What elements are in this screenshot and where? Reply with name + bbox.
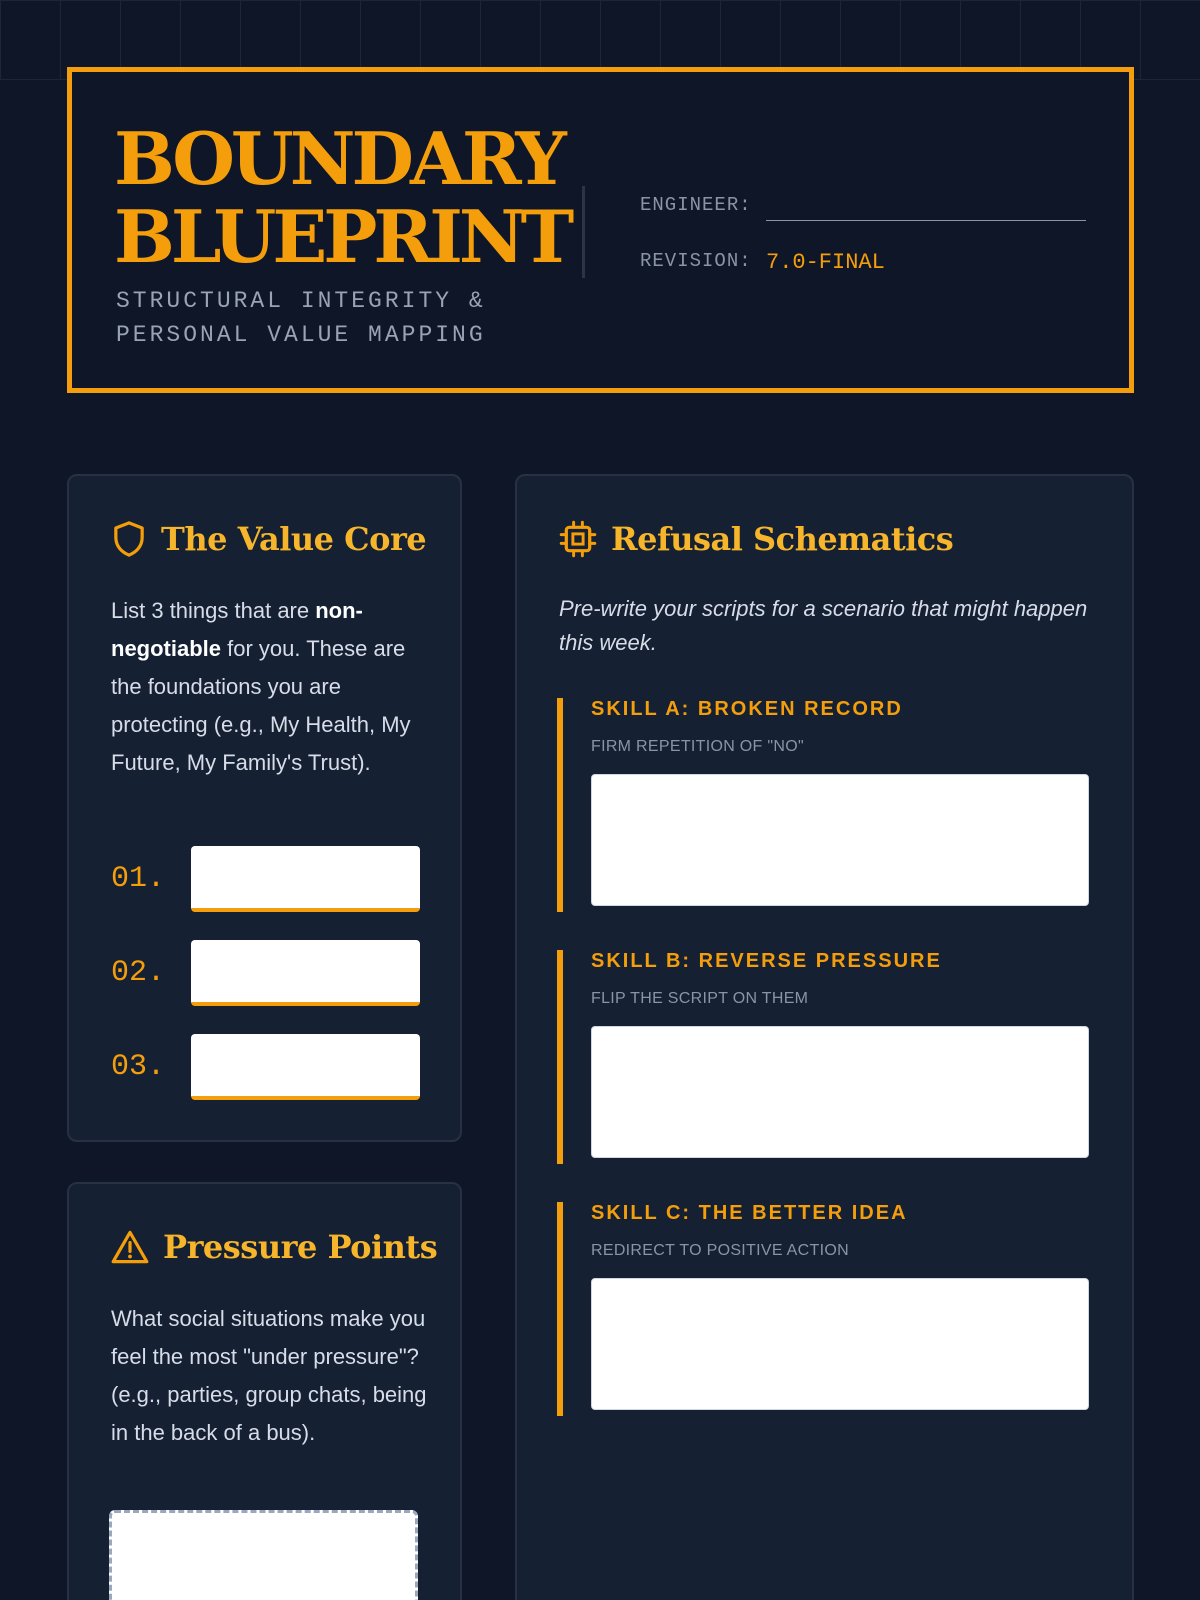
refusal-title: Refusal Schematics — [611, 520, 954, 558]
value-core-text-pre: List 3 things that are — [111, 598, 316, 623]
page-subtitle — [116, 284, 536, 352]
skill-c-input[interactable] — [591, 1278, 1089, 1410]
value-input-1[interactable] — [191, 846, 420, 912]
refusal-schematics-card — [515, 474, 1134, 1600]
shield-icon — [111, 520, 147, 558]
revision-label: REVISION: — [640, 250, 752, 272]
header-panel — [67, 67, 1134, 393]
value-input-2[interactable] — [191, 940, 420, 1006]
skill-b — [557, 950, 1087, 1164]
pressure-points-description: What social situations make you feel the most "under pressure"? (e.g., parties, group chats, being in the back of a bus). — [111, 1306, 427, 1445]
chip-icon — [559, 520, 597, 558]
value-core-text-post: for you. These are the foundations you are protecting (e.g., My Health, My Future, My Family's Trust). — [111, 636, 411, 775]
skill-c-title: SKILL C: THE BETTER IDEA — [591, 1202, 908, 1224]
value-number-1: 01. — [111, 862, 166, 896]
value-number-2: 02. — [111, 956, 166, 990]
page-title — [114, 116, 571, 279]
engineer-row — [640, 194, 752, 216]
skill-a — [557, 698, 1087, 912]
header-divider — [582, 186, 585, 278]
skill-c-subtitle: REDIRECT TO POSITIVE ACTION — [591, 1242, 849, 1259]
value-number-3: 03. — [111, 1050, 166, 1084]
refusal-heading — [559, 520, 953, 558]
skill-b-title: SKILL B: REVERSE PRESSURE — [591, 950, 942, 972]
value-core-heading — [111, 520, 426, 558]
subtitle-line-1: STRUCTURAL INTEGRITY & — [116, 288, 486, 314]
engineer-field[interactable] — [766, 220, 1086, 221]
skill-a-input[interactable] — [591, 774, 1089, 906]
value-input-3[interactable] — [191, 1034, 420, 1100]
value-core-card — [67, 474, 462, 1142]
revision-value: 7.0-FINAL — [766, 250, 885, 275]
engineer-label: ENGINEER: — [640, 194, 752, 216]
revision-row — [640, 250, 752, 272]
pressure-points-heading — [111, 1228, 437, 1266]
warning-triangle-icon — [111, 1229, 149, 1265]
value-core-title: The Value Core — [161, 520, 427, 558]
title-line-2: BLUEPRINT — [114, 194, 571, 279]
skill-b-subtitle: FLIP THE SCRIPT ON THEM — [591, 990, 809, 1007]
pressure-points-title: Pressure Points — [163, 1228, 438, 1266]
title-line-1: BOUNDARY — [114, 116, 563, 201]
pressure-points-input[interactable] — [109, 1510, 418, 1600]
subtitle-line-2: PERSONAL VALUE MAPPING — [116, 322, 486, 348]
value-core-description — [111, 592, 431, 782]
skill-a-subtitle: FIRM REPETITION OF "NO" — [591, 738, 804, 755]
skill-b-input[interactable] — [591, 1026, 1089, 1158]
refusal-intro: Pre-write your scripts for a scenario that might happen this week. — [559, 596, 1088, 655]
skill-c — [557, 1202, 1087, 1416]
skill-a-title: SKILL A: BROKEN RECORD — [591, 698, 903, 720]
value-core-text-bold: non-negotiable — [111, 598, 363, 661]
pressure-points-card — [67, 1182, 462, 1600]
